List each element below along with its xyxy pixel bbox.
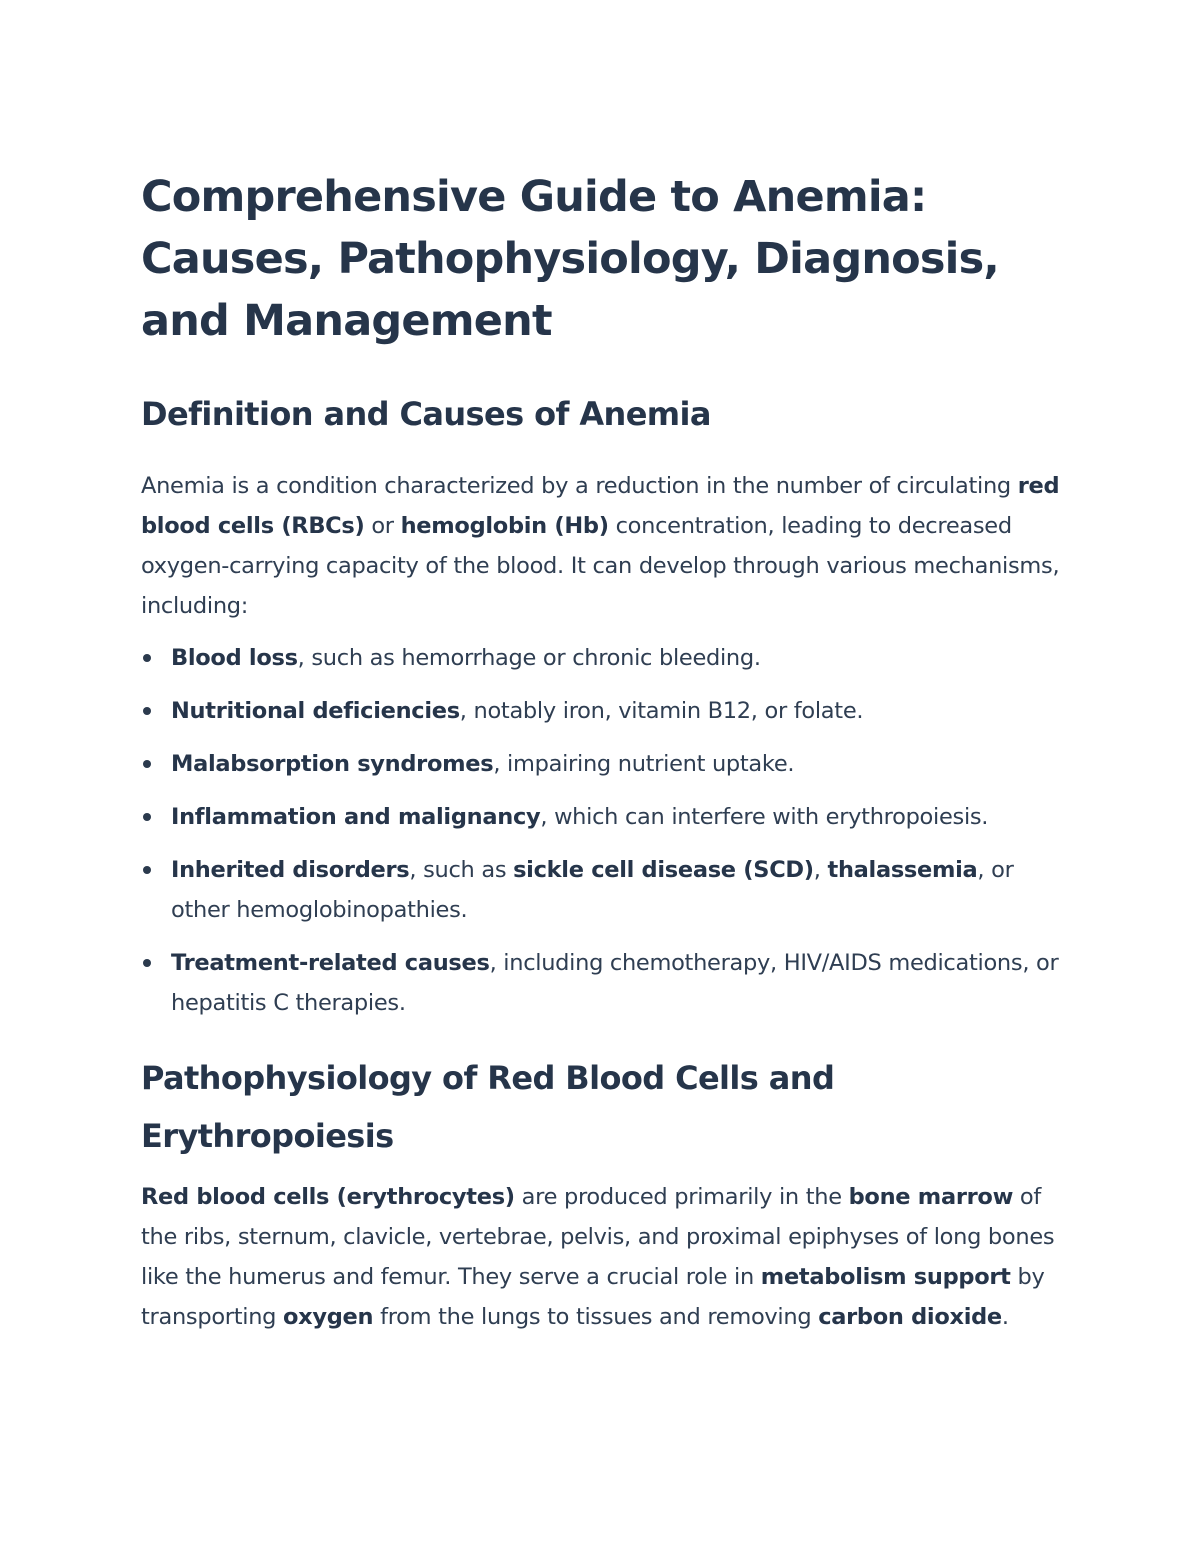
bold-term: oxygen bbox=[283, 1304, 374, 1330]
text-run: , which can interfere with erythropoiesis. bbox=[540, 804, 989, 830]
bold-term: bone marrow bbox=[848, 1184, 1014, 1210]
list-item bbox=[141, 850, 1061, 930]
text-run: by transporting bbox=[141, 1264, 1045, 1330]
bold-term: thalassemia bbox=[827, 857, 978, 883]
text-run: , impairing nutrient uptake. bbox=[493, 751, 795, 777]
bullet-icon bbox=[143, 866, 151, 874]
text-run: of the ribs, sternum, clavicle, vertebrae, pelvis, and proximal epiphyses of long bones like the humerus and femur. They serve a crucial role in bbox=[141, 1184, 1055, 1290]
bold-term: Inherited disorders bbox=[171, 857, 410, 883]
bold-term: Red blood cells (erythrocytes) bbox=[141, 1184, 515, 1210]
bold-term: Inflammation and malignancy bbox=[171, 804, 541, 830]
bullet-icon bbox=[143, 760, 151, 768]
text-run: , bbox=[813, 857, 828, 883]
list-item bbox=[141, 744, 1061, 784]
bold-term: Blood loss bbox=[171, 645, 298, 671]
text-run: or bbox=[364, 513, 401, 539]
bold-term: Treatment-related causes bbox=[171, 950, 490, 976]
bold-term: red blood cells (RBCs) bbox=[141, 473, 1060, 539]
text-run: Anemia is a condition characterized by a reduction in the number of circulating bbox=[141, 473, 1018, 499]
section-heading-definition: Definition and Causes of Anemia bbox=[141, 395, 711, 433]
pathophysiology-paragraph bbox=[141, 1177, 1061, 1337]
text-run: concentration, leading to decreased oxygen-carrying capacity of the blood. It can develop through various mechanisms, including: bbox=[141, 513, 1060, 619]
document-page bbox=[141, 166, 1061, 1337]
list-item bbox=[141, 638, 1061, 678]
bold-term: sickle cell disease (SCD) bbox=[513, 857, 814, 883]
intro-paragraph bbox=[141, 466, 1061, 626]
text-run: , such as bbox=[409, 857, 514, 883]
text-run: . bbox=[1001, 1304, 1009, 1330]
bold-term: Nutritional deficiencies bbox=[171, 698, 460, 724]
section-heading-pathophysiology: Pathophysiology of Red Blood Cells and Erythropoiesis bbox=[141, 1059, 835, 1155]
page-title: Comprehensive Guide to Anemia: Causes, Pathophysiology, Diagnosis, and Management bbox=[141, 172, 999, 346]
causes-list bbox=[141, 638, 1061, 1023]
text-run: are produced primarily in the bbox=[514, 1184, 849, 1210]
bold-term: carbon dioxide bbox=[818, 1304, 1002, 1330]
list-item bbox=[141, 691, 1061, 731]
list-item bbox=[141, 797, 1061, 837]
bullet-icon bbox=[143, 959, 151, 967]
text-run: , including chemotherapy, HIV/AIDS medications, or hepatitis C therapies. bbox=[171, 950, 1059, 1016]
bullet-icon bbox=[143, 813, 151, 821]
bold-term: Malabsorption syndromes bbox=[171, 751, 494, 777]
bullet-icon bbox=[143, 707, 151, 715]
text-run: , notably iron, vitamin B12, or folate. bbox=[459, 698, 864, 724]
bold-term: hemoglobin (Hb) bbox=[400, 513, 609, 539]
text-run: from the lungs to tissues and removing bbox=[373, 1304, 819, 1330]
text-run: , such as hemorrhage or chronic bleeding. bbox=[297, 645, 761, 671]
list-item bbox=[141, 943, 1061, 1023]
text-run: , or other hemoglobinopathies. bbox=[171, 857, 1014, 923]
bullet-icon bbox=[143, 654, 151, 662]
bold-term: metabolism support bbox=[760, 1264, 1011, 1290]
